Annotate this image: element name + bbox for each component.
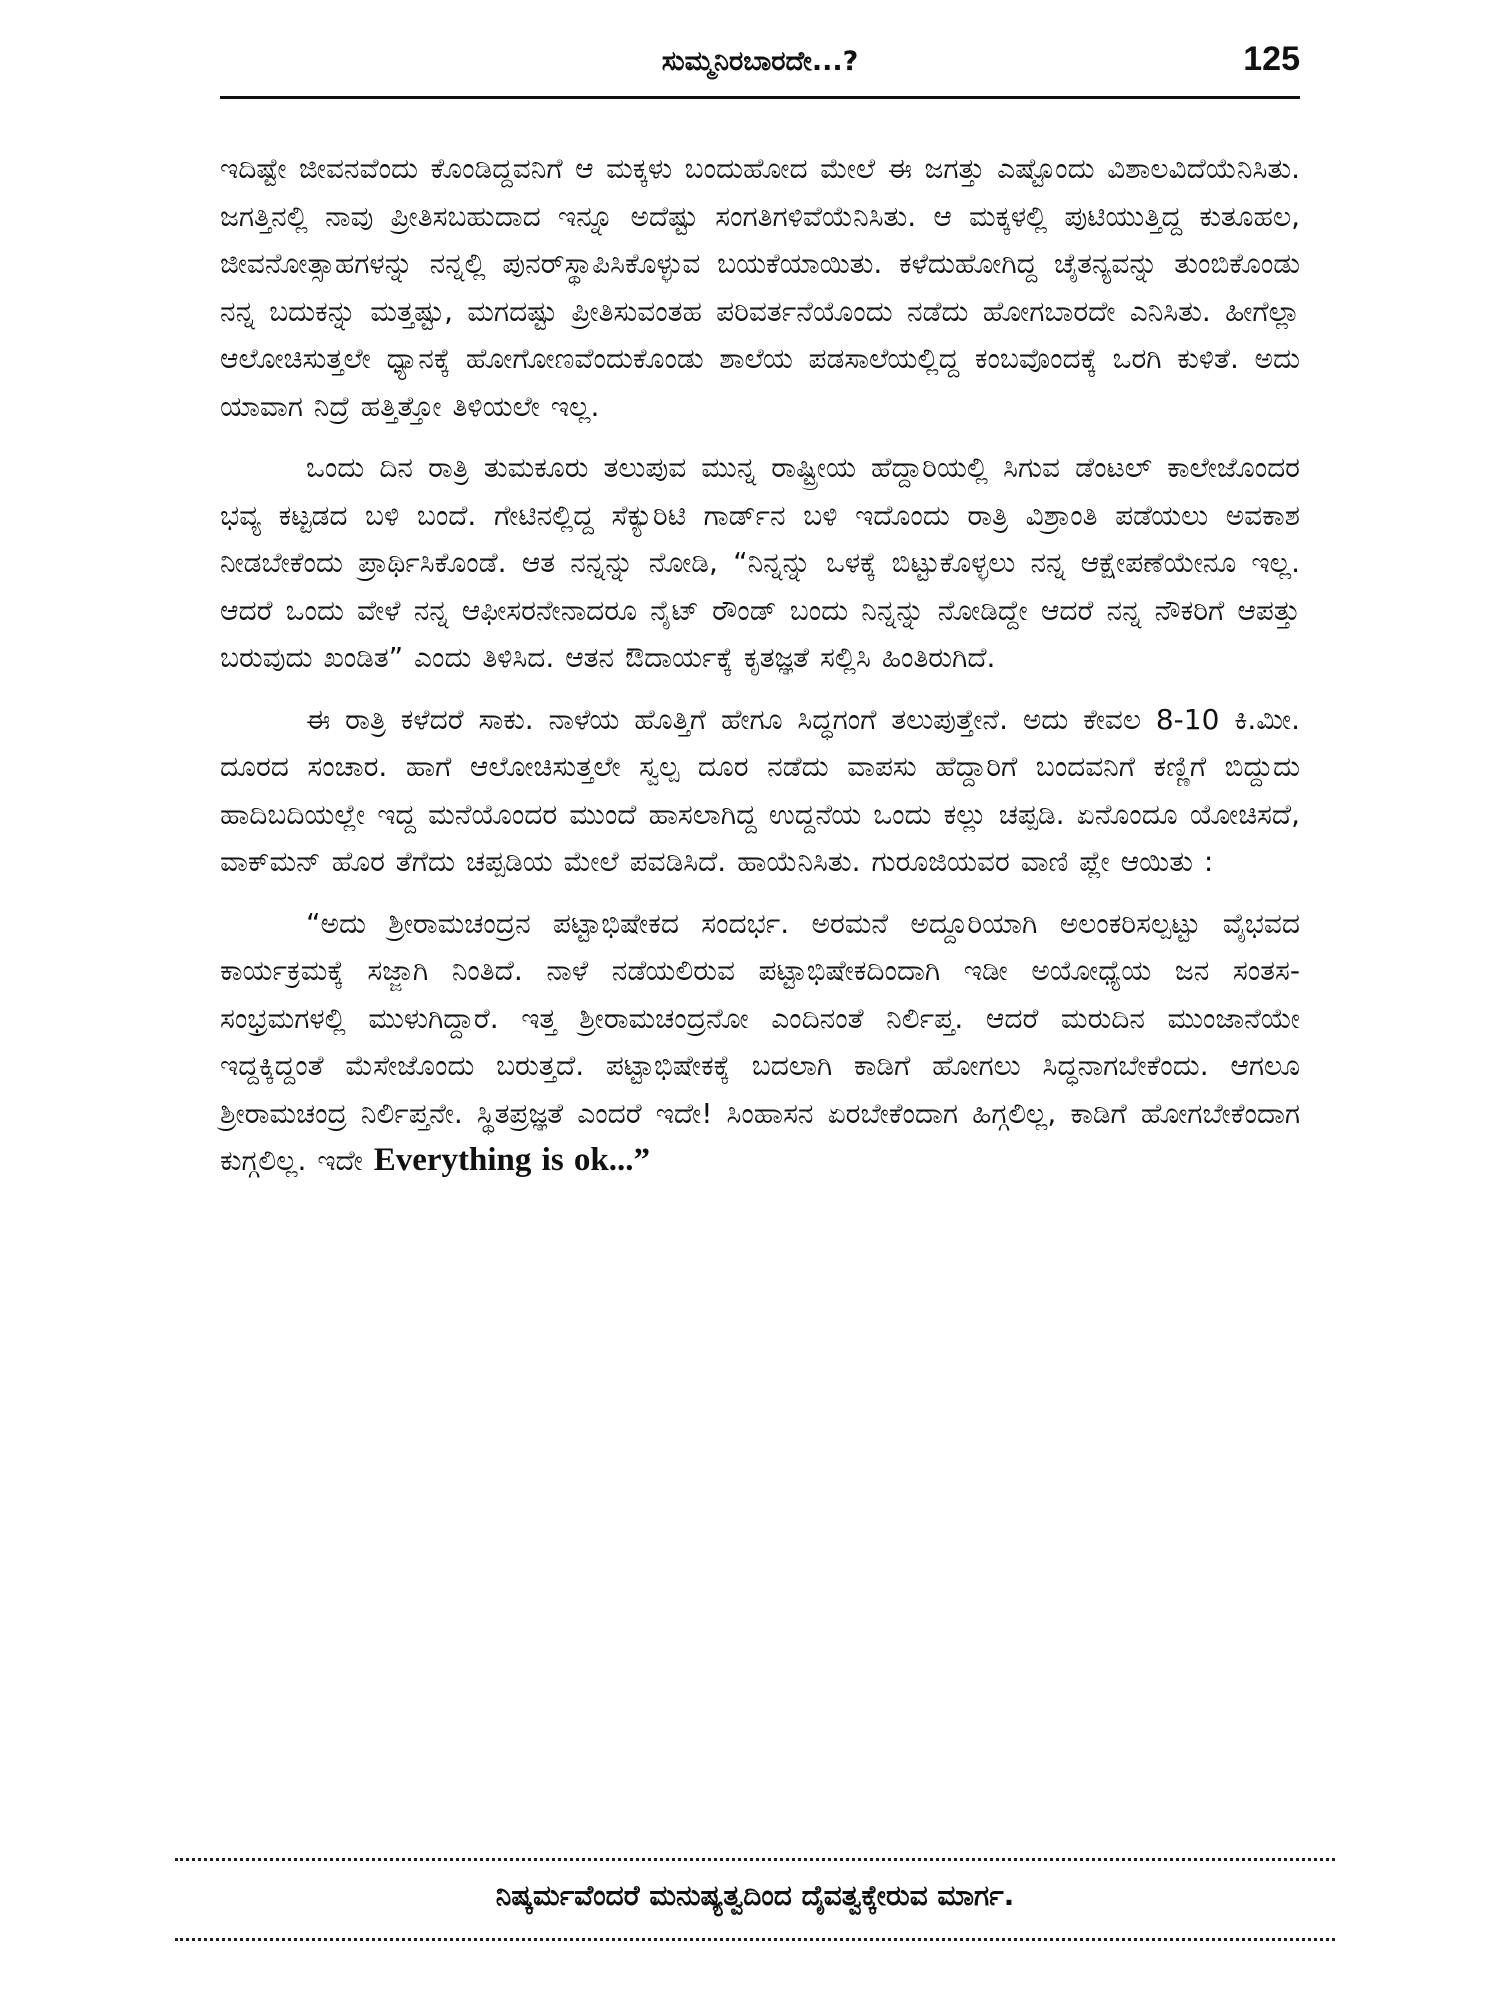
page-number: 125 bbox=[1243, 40, 1300, 78]
quote-kannada-text: “ಅದು ಶ್ರೀರಾಮಚಂದ್ರನ ಪಟ್ಟಾಭಿಷೇಕದ ಸಂದರ್ಭ. ಅರಮನೆ ಅದ್ದೂರಿಯಾಗಿ ಅಲಂಕರಿಸಲ್ಪಟ್ಟು ವೈಭವದ ಕಾರ್ಯಕ್ರಮಕ್ಕೆ ಸಜ್ಜಾಗಿ ನಿಂತಿದೆ. ನಾಳೆ ನಡೆಯಲಿರುವ ಪಟ್ಟಾಭಿಷೇಕದಿಂದಾಗಿ ಇಡೀ ಅಯೋಧ್ಯೆಯ ಜನ ಸಂತಸ-ಸಂಭ್ರಮಗಳಲ್ಲಿ ಮುಳುಗಿದ್ದಾರೆ. ಇತ್ತ ಶ್ರೀರಾಮಚಂದ್ರನೋ ಎಂದಿನಂತೆ ನಿರ್ಲಿಪ್ತ. ಆದರೆ ಮರುದಿನ ಮುಂಜಾನೆಯೇ ಇದ್ದಕ್ಕಿದ್ದಂತೆ ಮೆಸೇಜೊಂದು ಬರುತ್ತದೆ. ಪಟ್ಟಾಭಿಷೇಕಕ್ಕೆ ಬದಲಾಗಿ ಕಾಡಿಗೆ ಹೋಗಲು ಸಿದ್ಧನಾಗಬೇಕೆಂದು. ಆಗಲೂ ಶ್ರೀರಾಮಚಂದ್ರ ನಿರ್ಲಿಪ್ತನೇ. ಸ್ಥಿತಪ್ರಜ್ಞತೆ ಎಂದರೆ ಇದೇ! ಸಿಂಹಾಸನ ಏರಬೇಕೆಂದಾಗ ಹಿಗ್ಗಲಿಲ್ಲ, ಕಾಡಿಗೆ ಹೋಗಬೇಕೆಂದಾಗ ಕುಗ್ಗಲಿಲ್ಲ. ಇದೇ bbox=[220, 906, 1300, 1177]
footer-dotted-rule-top bbox=[175, 1858, 1335, 1861]
paragraph-3: ಈ ರಾತ್ರಿ ಕಳೆದರೆ ಸಾಕು. ನಾಳೆಯ ಹೊತ್ತಿಗೆ ಹೇಗೂ ಸಿದ್ಧಗಂಗೆ ತಲುಪುತ್ತೇನೆ. ಅದು ಕೇವಲ 8-10 ಕಿ.ಮೀ. ದೂರದ ಸಂಚಾರ. ಹಾಗೆ ಆಲೋಚಿಸುತ್ತಲೇ ಸ್ವಲ್ಪ ದೂರ ನಡೆದು ವಾಪಸು ಹೆದ್ದಾರಿಗೆ ಬಂದವನಿಗೆ ಕಣ್ಣಿಗೆ ಬಿದ್ದುದು ಹಾದಿಬದಿಯಲ್ಲೇ ಇದ್ದ ಮನೆಯೊಂದರ ಮುಂದೆ ಹಾಸಲಾಗಿದ್ದ ಉದ್ದನೆಯ ಒಂದು ಕಲ್ಲು ಚಪ್ಪಡಿ. ಏನೊಂದೂ ಯೋಚಿಸದೆ, ವಾಕ್‌ಮನ್ ಹೊರ ತೆಗೆದು ಚಪ್ಪಡಿಯ ಮೇಲೆ ಪವಡಿಸಿದೆ. ಹಾಯೆನಿಸಿತು. ಗುರೂಜಿಯವರ ವಾಣಿ ಪ್ಲೇ ಆಯಿತು : bbox=[220, 702, 1300, 878]
footer-dotted-rule-bottom bbox=[175, 1938, 1335, 1941]
quote-english-text: Everything is ok...” bbox=[373, 1142, 651, 1178]
footer-quote: ನಿಷ್ಕರ್ಮವೆಂದರೆ ಮನುಷ್ಯತ್ವದಿಂದ ದೈವತ್ವಕ್ಕೇರುವ ಮಾರ್ಗ. bbox=[495, 1879, 1015, 1912]
quote-paragraph bbox=[220, 900, 1300, 1185]
paragraph-1: ಇದಿಷ್ಟೇ ಜೀವನವೆಂದು ಕೊಂಡಿದ್ದವನಿಗೆ ಆ ಮಕ್ಕಳು ಬಂದುಹೋದ ಮೇಲೆ ಈ ಜಗತ್ತು ಎಷ್ಟೊಂದು ವಿಶಾಲವಿದೆಯೆನಿಸಿತು. ಜಗತ್ತಿನಲ್ಲಿ ನಾವು ಪ್ರೀತಿಸಬಹುದಾದ ಇನ್ನೂ ಅದೆಷ್ಟು ಸಂಗತಿಗಳಿವೆಯೆನಿಸಿತು. ಆ ಮಕ್ಕಳಲ್ಲಿ ಪುಟಿಯುತ್ತಿದ್ದ ಕುತೂಹಲ, ಜೀವನೋತ್ಸಾಹಗಳನ್ನು ನನ್ನಲ್ಲಿ ಪುನರ್‌ಸ್ಥಾಪಿಸಿಕೊಳ್ಳುವ ಬಯಕೆಯಾಯಿತು. ಕಳೆದುಹೋಗಿದ್ದ ಚೈತನ್ಯವನ್ನು ತುಂಬಿಕೊಂಡು ನನ್ನ ಬದುಕನ್ನು ಮತ್ತಷ್ಟು, ಮಗದಷ್ಟು ಪ್ರೀತಿಸುವಂತಹ ಪರಿವರ್ತನೆಯೊಂದು ನಡೆದು ಹೋಗಬಾರದೇ ಎನಿಸಿತು. ಹೀಗೆಲ್ಲಾ ಆಲೋಚಿಸುತ್ತಲೇ ಧ್ಯಾನಕ್ಕೆ ಹೋಗೋಣವೆಂದುಕೊಂಡು ಶಾಲೆಯ ಪಡಸಾಲೆಯಲ್ಲಿದ್ದ ಕಂಬವೊಂದಕ್ಕೆ ಒರಗಿ ಕುಳಿತೆ. ಅದು ಯಾವಾಗ ನಿದ್ರೆ ಹತ್ತಿತ್ತೋ ತಿಳಿಯಲೇ ಇಲ್ಲ. bbox=[220, 152, 1300, 423]
running-title: ಸುಮ್ಮನಿರಬಾರದೇ...? bbox=[661, 46, 859, 77]
body-text bbox=[220, 145, 1300, 1185]
page-header bbox=[220, 40, 1300, 99]
paragraph-2: ಒಂದು ದಿನ ರಾತ್ರಿ ತುಮಕೂರು ತಲುಪುವ ಮುನ್ನ ರಾಷ್ಟ್ರೀಯ ಹೆದ್ದಾರಿಯಲ್ಲಿ ಸಿಗುವ ಡೆಂಟಲ್ ಕಾಲೇಜೊಂದರ ಭವ್ಯ ಕಟ್ಟಡದ ಬಳಿ ಬಂದೆ. ಗೇಟಿನಲ್ಲಿದ್ದ ಸೆಕ್ಯುರಿಟಿ ಗಾರ್ಡ್‌ನ ಬಳಿ ಇದೊಂದು ರಾತ್ರಿ ವಿಶ್ರಾಂತಿ ಪಡೆಯಲು ಅವಕಾಶ ನೀಡಬೇಕೆಂದು ಪ್ರಾರ್ಥಿಸಿಕೊಂಡೆ. ಆತ ನನ್ನನ್ನು ನೋಡಿ, “ನಿನ್ನನ್ನು ಒಳಕ್ಕೆ ಬಿಟ್ಟುಕೊಳ್ಳಲು ನನ್ನ ಆಕ್ಷೇಪಣೆಯೇನೂ ಇಲ್ಲ. ಆದರೆ ಒಂದು ವೇಳೆ ನನ್ನ ಆಫೀಸರನೇನಾದರೂ ನೈಟ್ ರೌಂಡ್ ಬಂದು ನಿನ್ನನ್ನು ನೋಡಿದ್ದೇ ಆದರೆ ನನ್ನ ನೌಕರಿಗೆ ಆಪತ್ತು ಬರುವುದು ಖಂಡಿತ” ಎಂದು ತಿಳಿಸಿದ. ಆತನ ಔದಾರ್ಯಕ್ಕೆ ಕೃತಜ್ಞತೆ ಸಲ್ಲಿಸಿ ಹಿಂತಿರುಗಿದೆ. bbox=[220, 451, 1300, 674]
